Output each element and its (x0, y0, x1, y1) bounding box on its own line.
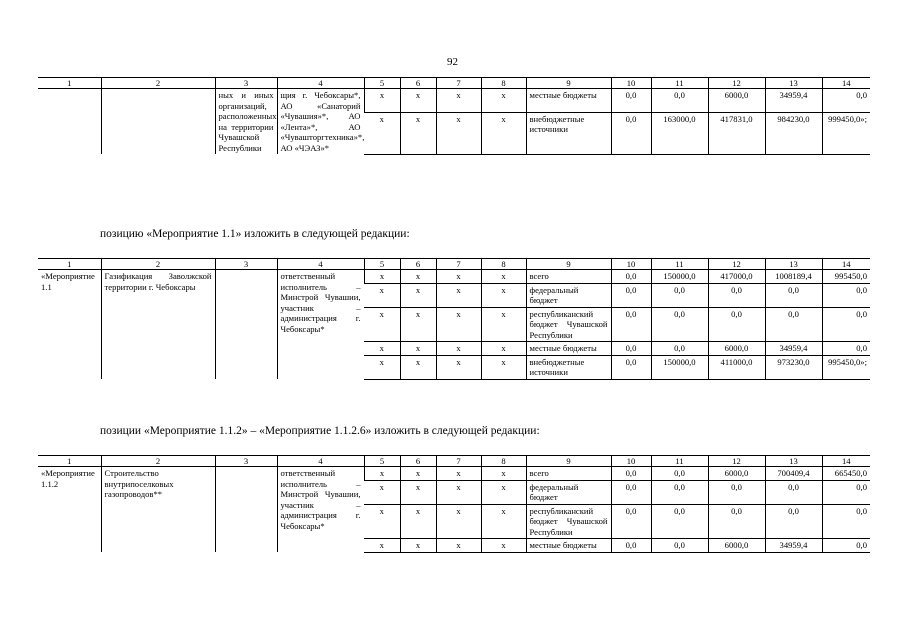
executors-cell: ответственный исполнитель – Минстрой Чувашии, участник – администрация г. Чебоксары* (277, 270, 364, 380)
executors-cell: щия г. Чебоксары*, АО «Санаторий «Чувашия»*, АО «Лента»*, АО «Чувашторгтехника»*, АО «ЧЭАЗ»* (277, 89, 364, 155)
value-cell: 411000,0 (708, 355, 765, 379)
table-row (38, 270, 870, 284)
funding-source: республиканский бюджет Чувашской Республики (526, 504, 611, 539)
cell-x: x (436, 504, 481, 539)
cell-x: x (400, 504, 436, 539)
cell-x: x (436, 307, 481, 342)
column-number-header: 11 (651, 259, 708, 270)
value-cell: 0,0 (822, 539, 870, 553)
value-cell: 34959,4 (765, 89, 822, 113)
value-cell: 984230,0 (765, 112, 822, 154)
cell-x: x (481, 467, 526, 481)
column-number-header: 2 (101, 456, 215, 467)
value-cell: 0,0 (822, 480, 870, 504)
cell-x: x (436, 539, 481, 553)
value-cell: 0,0 (708, 504, 765, 539)
value-cell: 0,0 (651, 342, 708, 356)
cell-x: x (481, 342, 526, 356)
cell-x: x (364, 504, 400, 539)
cell-x: x (481, 355, 526, 379)
cell-x: x (436, 270, 481, 284)
value-cell: 163000,0 (651, 112, 708, 154)
value-cell: 0,0 (765, 504, 822, 539)
value-cell: 6000,0 (708, 89, 765, 113)
executors-cell: ответственный исполнитель – Минстрой Чувашии, участник – администрация г. Чебоксары* (277, 467, 364, 553)
column-number-header: 1 (38, 259, 101, 270)
value-cell: 0,0 (611, 342, 651, 356)
column-number-header: 8 (481, 456, 526, 467)
column-number-header: 6 (400, 456, 436, 467)
cell-x: x (481, 112, 526, 154)
measure-title-cell: Газификация Заволжской территории г. Чебоксары (101, 270, 215, 380)
value-cell: 999450,0»; (822, 112, 870, 154)
cell-x: x (481, 307, 526, 342)
column-number-header: 9 (526, 78, 611, 89)
column-number-header: 7 (436, 259, 481, 270)
value-cell: 0,0 (651, 504, 708, 539)
column-number-header: 2 (101, 259, 215, 270)
column-number-header: 2 (101, 78, 215, 89)
cell-x: x (436, 355, 481, 379)
cell-x: x (364, 480, 400, 504)
column-number-header: 5 (364, 78, 400, 89)
cell-x: x (436, 480, 481, 504)
column-number-header: 13 (765, 259, 822, 270)
value-cell: 0,0 (708, 283, 765, 307)
value-cell: 973230,0 (765, 355, 822, 379)
value-cell: 0,0 (651, 467, 708, 481)
column-number-header: 6 (400, 78, 436, 89)
cell-x: x (364, 355, 400, 379)
value-cell: 0,0 (822, 342, 870, 356)
cell-x: x (481, 283, 526, 307)
funding-source: местные бюджеты (526, 89, 611, 113)
column-number-header: 12 (708, 78, 765, 89)
value-cell: 0,0 (611, 480, 651, 504)
cell-x: x (436, 112, 481, 154)
cell-x: x (364, 342, 400, 356)
value-cell: 6000,0 (708, 467, 765, 481)
column-number-header: 11 (651, 456, 708, 467)
cell-x: x (481, 480, 526, 504)
column-number-header: 1 (38, 456, 101, 467)
cell-x: x (400, 467, 436, 481)
column-number-header: 13 (765, 78, 822, 89)
column-number-header: 10 (611, 259, 651, 270)
cell-x: x (400, 270, 436, 284)
value-cell: 0,0 (611, 539, 651, 553)
table-continuation (38, 77, 870, 155)
cell-x: x (436, 467, 481, 481)
cell-x: x (364, 283, 400, 307)
value-cell: 0,0 (765, 480, 822, 504)
cell-x: x (436, 89, 481, 113)
value-cell: 0,0 (651, 89, 708, 113)
measure-name-cell: «Мероприятие 1.1.2 (41, 468, 95, 489)
organizations-cell: ных и иных организаций, расположенных на территории Чувашской Республики (215, 89, 277, 155)
paragraph-instruction-2: позиции «Мероприятие 1.1.2» – «Мероприятие 1.1.2.6» изложить в следующей редакции: (100, 425, 540, 437)
column-number-header: 7 (436, 78, 481, 89)
value-cell: 0,0 (611, 89, 651, 113)
cell-x: x (400, 89, 436, 113)
value-cell: 0,0 (822, 89, 870, 113)
value-cell: 0,0 (611, 112, 651, 154)
column-number-header: 8 (481, 78, 526, 89)
column-number-header: 3 (215, 78, 277, 89)
funding-source: внебюджетные источники (526, 355, 611, 379)
value-cell: 0,0 (611, 355, 651, 379)
value-cell: 6000,0 (708, 342, 765, 356)
column-number-header: 9 (526, 456, 611, 467)
value-cell: 0,0 (651, 480, 708, 504)
value-cell: 0,0 (822, 504, 870, 539)
column-number-header: 3 (215, 456, 277, 467)
value-cell: 34959,4 (765, 342, 822, 356)
value-cell: 34959,4 (765, 539, 822, 553)
header-row (38, 259, 870, 270)
column-number-header: 5 (364, 259, 400, 270)
cell-x: x (436, 342, 481, 356)
table-measure-1-1-2 (38, 455, 870, 553)
value-cell: 0,0 (651, 307, 708, 342)
column-number-header: 14 (822, 456, 870, 467)
cell-x: x (364, 270, 400, 284)
value-cell: 0,0 (611, 270, 651, 284)
funding-source: местные бюджеты (526, 342, 611, 356)
funding-source: всего (526, 467, 611, 481)
value-cell: 995450,0»; (822, 355, 870, 379)
value-cell: 0,0 (708, 480, 765, 504)
paragraph-instruction-1: позицию «Мероприятие 1.1» изложить в следующей редакции: (100, 228, 410, 240)
empty-cell (101, 89, 215, 155)
value-cell: 0,0 (651, 539, 708, 553)
value-cell: 0,0 (765, 307, 822, 342)
value-cell: 150000,0 (651, 355, 708, 379)
cell-x: x (364, 112, 400, 154)
column-number-header: 7 (436, 456, 481, 467)
column-number-header: 10 (611, 456, 651, 467)
value-cell: 0,0 (611, 283, 651, 307)
cell-x: x (364, 467, 400, 481)
value-cell: 417831,0 (708, 112, 765, 154)
column-number-header: 6 (400, 259, 436, 270)
column-number-header: 12 (708, 456, 765, 467)
column-number-header: 1 (38, 78, 101, 89)
column-number-header: 10 (611, 78, 651, 89)
empty-cell (38, 89, 101, 155)
measure-title-cell: Строительство внутрипоселковых газопроводов** (101, 467, 215, 553)
page-number: 92 (447, 56, 458, 68)
cell-x: x (481, 270, 526, 284)
cell-x: x (364, 539, 400, 553)
column-number-header: 4 (277, 456, 364, 467)
funding-source: республиканский бюджет Чувашской Республики (526, 307, 611, 342)
cell-x: x (400, 539, 436, 553)
header-row (38, 456, 870, 467)
column-number-header: 3 (215, 259, 277, 270)
empty-cell (215, 270, 277, 380)
value-cell: 665450,0 (822, 467, 870, 481)
column-number-header: 11 (651, 78, 708, 89)
cell-x: x (481, 539, 526, 553)
column-number-header: 4 (277, 78, 364, 89)
column-number-header: 14 (822, 259, 870, 270)
table-measure-1-1 (38, 258, 870, 380)
cell-x: x (400, 307, 436, 342)
cell-x: x (400, 342, 436, 356)
value-cell: 700409,4 (765, 467, 822, 481)
value-cell: 6000,0 (708, 539, 765, 553)
cell-x: x (400, 283, 436, 307)
cell-x: x (481, 89, 526, 113)
value-cell: 0,0 (822, 307, 870, 342)
funding-source: федеральный бюджет (526, 283, 611, 307)
column-number-header: 5 (364, 456, 400, 467)
value-cell: 417000,0 (708, 270, 765, 284)
value-cell: 995450,0 (822, 270, 870, 284)
funding-source: местные бюджеты (526, 539, 611, 553)
cell-x: x (364, 89, 400, 113)
value-cell: 1008189,4 (765, 270, 822, 284)
cell-x: x (481, 504, 526, 539)
table-row (38, 467, 870, 481)
value-cell: 0,0 (765, 283, 822, 307)
cell-x: x (400, 480, 436, 504)
value-cell: 0,0 (822, 283, 870, 307)
cell-x: x (400, 112, 436, 154)
value-cell: 0,0 (611, 467, 651, 481)
column-number-header: 12 (708, 259, 765, 270)
column-number-header: 13 (765, 456, 822, 467)
value-cell: 0,0 (611, 504, 651, 539)
value-cell: 150000,0 (651, 270, 708, 284)
value-cell: 0,0 (708, 307, 765, 342)
funding-source: внебюджетные источники (526, 112, 611, 154)
cell-x: x (364, 307, 400, 342)
table-row (38, 89, 870, 113)
column-number-header: 9 (526, 259, 611, 270)
column-number-header: 8 (481, 259, 526, 270)
value-cell: 0,0 (611, 307, 651, 342)
funding-source: всего (526, 270, 611, 284)
cell-x: x (436, 283, 481, 307)
value-cell: 0,0 (651, 283, 708, 307)
cell-x: x (400, 355, 436, 379)
header-row (38, 78, 870, 89)
column-number-header: 4 (277, 259, 364, 270)
measure-name-cell: «Мероприятие 1.1 (41, 271, 95, 292)
empty-cell (215, 467, 277, 553)
column-number-header: 14 (822, 78, 870, 89)
funding-source: федеральный бюджет (526, 480, 611, 504)
